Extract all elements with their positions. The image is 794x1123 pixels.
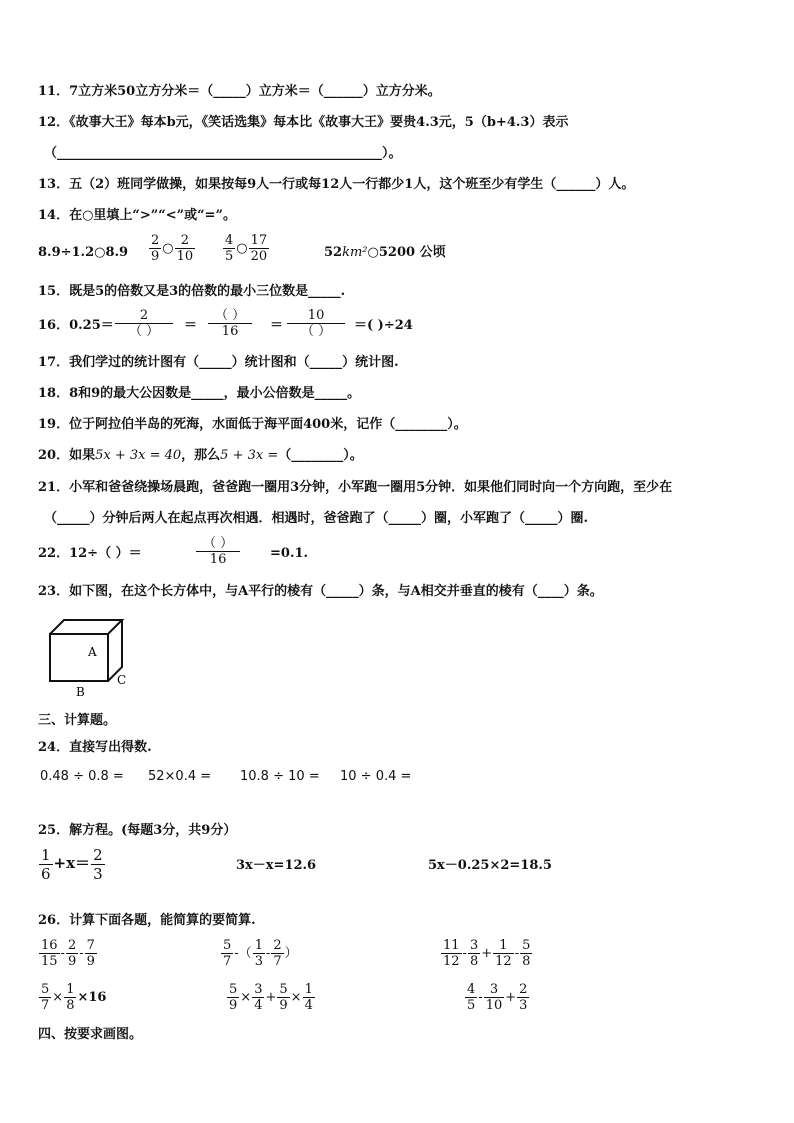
question-19: 19．位于阿拉伯半岛的死海，水面低于海平面400米，记作（________）。: [38, 417, 467, 432]
question-25: 25．解方程。(每题3分，共9分）: [38, 823, 237, 838]
cuboid-front-face: [50, 634, 108, 681]
cuboid-top-face: [50, 620, 122, 634]
fraction: $\frac{2}{3}$: [93, 846, 103, 883]
operator: ×: [240, 990, 252, 1005]
fraction: $\frac{( )}{16}$: [201, 308, 259, 339]
fraction: $\frac{3}{8}$: [469, 938, 479, 969]
equation-c: 5x－0.25×2=18.5: [428, 858, 552, 873]
question-21-line2: （_____）分钟后两人在起点再次相遇．相遇时，爸爸跑了（_____）圈，小军跑了（_____）圈.: [44, 511, 589, 526]
equation-a: $\frac{1}{6}$ +x＝ $\frac{2}{3}$: [41, 846, 103, 883]
fraction: $\frac{3}{10}$: [485, 982, 503, 1013]
fraction: $\frac{2}{3}$: [519, 982, 528, 1013]
operator: ×: [290, 990, 302, 1005]
q14-item-d: 52km²○5200 公顷: [324, 245, 446, 260]
q26-expr-r2b: [226, 982, 316, 1013]
operator: +: [265, 990, 277, 1005]
calc-item: 10.8 ÷ 10 =: [240, 769, 320, 784]
fraction: $\frac{7}{9}$: [86, 938, 95, 969]
label-b: B: [76, 685, 85, 699]
q14-item-b: $\frac{2}{9}$ ○ $\frac{2}{10}$: [151, 233, 194, 264]
section-3-heading: 三、计算题。: [38, 713, 117, 728]
fraction: $\frac{5}{9}$: [279, 982, 288, 1013]
fraction: $\frac{5}{7}$: [223, 938, 232, 969]
question-12-line1: 12．《故事大王》每本b元，《笑话选集》每本比《故事大王》要贵4.3元，5（b+4.3）表示: [38, 115, 569, 130]
operator: +: [481, 946, 493, 961]
equation-b: 3x－x=12.6: [236, 858, 317, 873]
operator: ×16: [77, 990, 107, 1005]
fraction: $\frac{2}{9}$: [151, 233, 160, 264]
q14-item-a: 8.9÷1.2○8.9: [38, 245, 129, 260]
q26-expr-r2c: [464, 982, 530, 1013]
cuboid-side-face: [108, 620, 122, 681]
fraction: $\frac{1}{4}$: [304, 982, 313, 1013]
fraction: $\frac{3}{4}$: [254, 982, 263, 1013]
question-20: 20．如果5x + 3x = 40，那么5 + 3x =（________）。: [38, 448, 363, 463]
operator: -: [514, 946, 520, 961]
operator: +: [505, 990, 517, 1005]
operator: ）: [284, 946, 298, 961]
fraction: $\frac{5}{9}$: [229, 982, 238, 1013]
operator: -: [60, 946, 65, 961]
question-18: 18．8和9的最大公因数是_____，最小公倍数是_____。: [38, 386, 361, 401]
fraction: $\frac{1}{6}$: [41, 846, 51, 883]
question-24: 24．直接写出得数.: [38, 740, 152, 755]
fraction: $\frac{2}{7}$: [273, 938, 282, 969]
fraction: $\frac{17}{20}$: [250, 233, 268, 264]
cuboid-diagram: [40, 612, 140, 702]
fraction: $\frac{1}{12}$: [495, 938, 512, 969]
operator: -: [462, 946, 467, 961]
operator: -: [478, 990, 483, 1005]
fraction: $\frac{11}{12}$: [443, 938, 460, 969]
operator: ×: [52, 990, 64, 1005]
fraction: $\frac{5}{7}$: [41, 982, 50, 1013]
fraction: $\frac{10}{( )}$: [287, 308, 345, 339]
q26-expr-r1b: [220, 938, 298, 969]
question-23: 23．如下图，在这个长方体中，与A平行的棱有（_____）条，与A相交并垂直的棱有（____）条。: [38, 584, 603, 599]
q26-expr-r1a: [38, 938, 98, 969]
operator: -: [265, 946, 271, 961]
question-26: 26．计算下面各题，能简算的要简算.: [38, 913, 256, 928]
label-a: A: [88, 645, 97, 659]
fraction: $\frac{16}{15}$: [41, 938, 58, 969]
calc-item: 52×0.4 =: [148, 769, 212, 784]
operator: -: [79, 946, 84, 961]
fraction: $\frac{1}{8}$: [66, 982, 75, 1013]
fraction: $\frac{4}{5}$: [225, 233, 234, 264]
question-14: 14．在○里填上“>”“<”或“=”。: [38, 208, 236, 223]
calc-item: 10 ÷ 0.4 =: [340, 769, 412, 784]
calc-item: 0.48 ÷ 0.8 =: [40, 769, 124, 784]
fraction: $\frac{5}{8}$: [522, 938, 531, 969]
question-13: 13．五（2）班同学做操，如果按每9人一行或每12人一行都少1人，这个班至少有学生（______）人。: [38, 177, 635, 192]
q14-item-c: $\frac{4}{5}$ ○ $\frac{17}{20}$: [225, 233, 268, 264]
question-12-line2: （__________________________________________________）。: [44, 146, 402, 161]
fraction: $\frac{2}{( )}$: [115, 308, 173, 339]
q26-expr-r1c: [440, 938, 533, 969]
question-15: 15．既是5的倍数又是3的倍数的最小三位数是_____.: [38, 284, 346, 299]
question-17: 17．我们学过的统计图有（_____）统计图和（_____）统计图.: [38, 355, 399, 370]
question-11: 11．7立方米50立方分米＝（_____）立方米＝（______）立方分米。: [38, 84, 441, 99]
fraction: $\frac{( )}{16}$: [189, 536, 247, 567]
label-c: C: [117, 673, 127, 687]
fraction: $\frac{4}{5}$: [467, 982, 476, 1013]
q26-expr-r2a: [38, 982, 106, 1013]
fraction: $\frac{2}{9}$: [67, 938, 77, 969]
section-4-heading: 四、按要求画图。: [38, 1027, 143, 1042]
fraction: $\frac{1}{3}$: [254, 938, 263, 969]
fraction: $\frac{2}{10}$: [176, 233, 194, 264]
question-21-line1: 21．小军和爸爸绕操场晨跑，爸爸跑一圈用3分钟，小军跑一圈用5分钟．如果他们同时向一个方向跑，至少在: [38, 480, 673, 495]
operator: -（: [234, 946, 252, 961]
